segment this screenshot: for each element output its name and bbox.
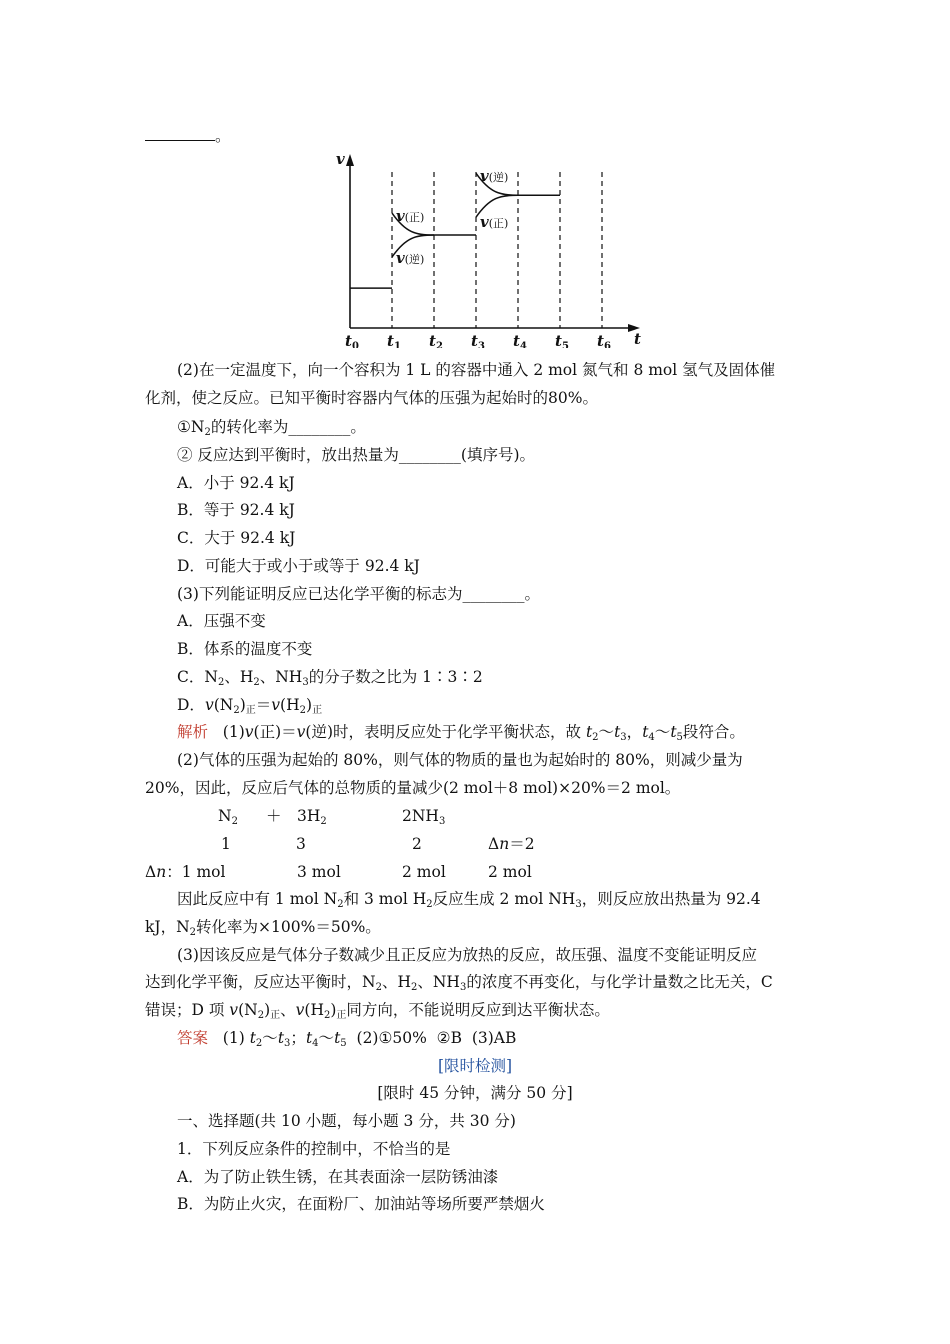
coef-n2: 1	[221, 835, 231, 853]
x-axis-label: t	[634, 330, 641, 348]
v-reverse-label-2: v(逆)	[480, 167, 509, 186]
analysis-line5: kJ，$N_2$转化率为×100%＝50%。	[145, 918, 381, 938]
y-axis-arrow	[346, 154, 354, 166]
q3-option-c: C．$N_2$、$H_2$、$NH_3$的分子数之比为 1∶3∶2	[177, 668, 483, 688]
x-tick-label: $t_6$	[597, 332, 611, 348]
x-tick-label: $t_3$	[471, 332, 485, 348]
analysis-line8: 错误；D 项 $v(N_2)_正$、$v(H_2)_正$同方向，不能说明反应到达平衡状态。	[145, 1001, 610, 1021]
x-tick-label: $t_1$	[387, 332, 401, 348]
v-forward-label-2: v(正)	[480, 213, 509, 232]
fill-blank	[145, 124, 215, 141]
analysis-line4: 因此反应中有 1 mol $N_2$和 3 mol $H_2$反应生成 2 mol $NH_3$，则反应放出热量为 92.4	[177, 890, 761, 910]
equation-nh3: $2NH_3$	[402, 807, 446, 827]
analysis-line6: (3)因该反应是气体分子数减少且正反应为放热的反应，故压强、温度不变能证明反应	[177, 946, 757, 964]
q2-option: D．可能大于或小于或等于 92.4 kJ	[177, 557, 420, 575]
question-1-option-b: B．为防止火灾，在面粉厂、加油站等场所要严禁烟火	[177, 1195, 545, 1213]
analysis-line2: (2)气体的压强为起始的 80%，则气体的物质的量也为起始时的 80%，则减少量为	[177, 751, 743, 769]
x-tick-label: $t_4$	[513, 332, 527, 348]
q2-line1: (2)在一定温度下，向一个容积为 1 L 的容器中通入 2 mol 氮气和 8 mol 氢气及固体催	[177, 361, 776, 379]
q2-option: C．大于 92.4 kJ	[177, 529, 296, 547]
section-limit: [限时 45 分钟，满分 50 分]	[377, 1084, 573, 1102]
v-forward-label-1: v(正)	[396, 207, 425, 226]
answer-label: 答案	[177, 1029, 209, 1047]
delta-h2: 3 mol	[297, 863, 341, 881]
q2-sub2: ② 反应达到平衡时，放出热量为________(填序号)。	[177, 446, 536, 464]
time-markers	[392, 172, 602, 328]
q3-option-d: D．$v(N_2)_正=v(H_2)_正$	[177, 696, 323, 716]
delta-nh3: 2 mol	[402, 863, 446, 881]
x-tick-labels	[345, 332, 611, 348]
rate-curves	[350, 173, 560, 288]
coef-nh3: 2	[412, 835, 422, 853]
q3-option-a: A．压强不变	[177, 612, 266, 630]
y-axis-label: v	[336, 150, 345, 168]
v-reverse-label-1: v(逆)	[396, 249, 425, 268]
section-title: [限时检测]	[437, 1057, 513, 1075]
coef-h2: 3	[296, 835, 306, 853]
q3-option-b: B．体系的温度不变	[177, 640, 313, 658]
answer-blank-line: 。	[145, 124, 231, 147]
x-tick-label: $t_0$	[345, 332, 359, 348]
q3-stem: (3)下列能证明反应已达化学平衡的标志为________。	[177, 585, 540, 603]
q2-line2: 化剂，使之反应。已知平衡时容器内气体的压强为起始时的80%。	[145, 389, 598, 407]
question-1: 1．下列反应条件的控制中，不恰当的是	[177, 1140, 451, 1158]
q2-sub1: $①N_2$的转化率为________。	[177, 418, 366, 438]
answer-line: 答案 (1) $t_2\sim t_3$；$t_4\sim t_5$ (2)①50% ②B (3)AB	[177, 1029, 517, 1049]
equation-h2: $3H_2$	[297, 807, 327, 827]
analysis-line1: 解析 (1)v(正)＝v(逆)时，表明反应处于化学平衡状态，故 $t_2\sim t_3$，$t_4\sim t_5$段符合。	[177, 723, 745, 743]
rate-time-chart	[330, 148, 650, 348]
part1-heading: 一、选择题(共 10 小题，每小题 3 分，共 30 分)	[177, 1112, 516, 1130]
q2-option: A．小于 92.4 kJ	[177, 474, 295, 492]
analysis-line7: 达到化学平衡，反应达平衡时，$N_2$、$H_2$、$NH_3$的浓度不再变化，与化学计量数之比无关，C	[145, 973, 773, 993]
q2-option: B．等于 92.4 kJ	[177, 501, 295, 519]
question-1-option-a: A．为了防止铁生锈，在其表面涂一层防锈油漆	[177, 1168, 499, 1186]
analysis-label: 解析	[177, 723, 209, 741]
equation-plus: ＋	[266, 807, 282, 825]
x-tick-label: $t_2$	[429, 332, 443, 348]
rate-annotations	[396, 167, 508, 267]
analysis-line3: 20%，因此，反应后气体的总物质的量减少(2 mol＋8 mol)×20%＝2 mol。	[145, 779, 681, 797]
coef-delta: Δn＝2	[488, 835, 535, 853]
delta-total: 2 mol	[488, 863, 532, 881]
delta-label: Δn：1 mol	[145, 863, 226, 881]
x-tick-label: $t_5$	[555, 332, 569, 348]
equation-n2: $N_2$	[218, 807, 238, 827]
